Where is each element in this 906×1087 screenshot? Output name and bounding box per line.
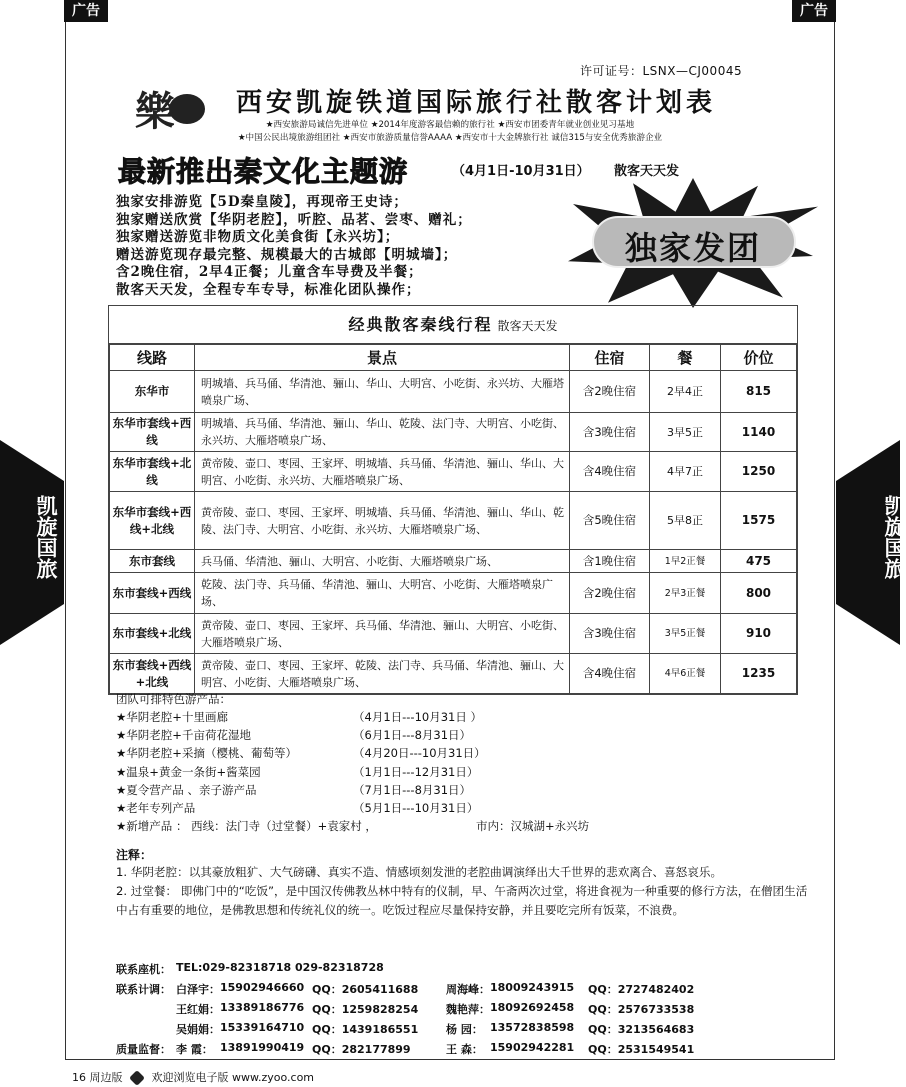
feature-list [116,194,596,300]
feature-item: 散客天天发，全程专车专导，标准化团队操作； [116,281,421,298]
list-item [116,764,716,782]
route-meal: 4早7正 [650,452,721,492]
route-line: 东华市套线+西线+北线 [110,492,195,550]
logo-glyph: 樂 [135,88,175,135]
contact-name: 吴娟娟： [176,1023,220,1036]
route-meal: 3早5正 [650,413,721,452]
feature-item: 独家赠送欣赏【华阴老腔】，听腔、品茗、尝枣、赠礼； [116,211,472,228]
contact-phone: 18009243915 [490,981,575,994]
contact-phone: 13389186776 [220,1001,305,1014]
product-period: （7月1日---8月31日） [353,782,472,797]
contact-qq: QQ：1259828254 [312,1003,419,1016]
list-item [116,800,716,818]
route-price: 800 [721,573,797,614]
table-header-row [110,345,797,371]
route-line: 东华市套线+北线 [110,452,195,492]
routes-table [109,344,797,694]
footer-link-text: 欢迎浏览电子版 www.zyoo.com [151,1071,315,1084]
table-row [110,614,797,654]
product-name: ★华阴老腔+千亩荷花湿地 [116,728,251,743]
product-period: （4月20日---10月31日） [353,746,486,761]
column-header: 景点 [195,345,570,371]
contact-qq: QQ：2531549541 [588,1043,695,1056]
product-name: ★华阴老腔+采摘（樱桃、葡萄等） [116,746,297,761]
route-meal: 4早6正餐 [650,654,721,694]
landline-numbers: TEL:029-82318718 029-82318728 [176,961,384,974]
product-name: ★老年专列产品 [116,800,196,815]
route-price: 1575 [721,492,797,550]
ad-label-right: 广告 [792,0,836,22]
product-name: ★夏令营产品 、亲子游产品 [116,782,257,797]
product-name: ★新增产品 ： 西线：法门寺（过堂餐）+袁家村 ， [116,819,377,834]
route-stay: 含4晚住宿 [570,452,650,492]
route-spots: 兵马俑、华清池、骊山、大明宫、小吃街、大雁塔喷泉广场、 [195,550,570,573]
exclusive-badge [568,178,818,308]
itinerary-title: 经典散客秦线行程 [348,315,493,334]
side-tab-right-text: 凯旋国旅 [882,495,906,579]
page-title: 西安凯旋铁道国际旅行社散客计划表 [236,88,717,118]
table-row [110,550,797,573]
feature-item: 独家赠送游览非物质文化美食街【永兴坊】； [116,229,400,246]
feature-item: 含2晚住宿，2早4正餐；儿童含车导费及半餐； [116,264,423,281]
footer-page-number: 16 周边版 [72,1071,123,1084]
route-price: 910 [721,614,797,654]
route-price: 815 [721,371,797,413]
route-price: 1140 [721,413,797,452]
column-header: 价位 [721,345,797,371]
feature-item: 独家安排游览【5D秦皇陵】，再现帝王史诗； [116,194,408,210]
route-meal: 2早4正 [650,371,721,413]
list-item [116,782,716,800]
product-name: ★华阴老腔+十里画廊 [116,710,228,724]
group-products-title: 团队可排特色游产品： [116,692,231,706]
theme-title: 最新推出秦文化主题游 [118,155,409,188]
contact-name: 李 霞： [176,1043,213,1056]
table-row [110,492,797,550]
note-item: 1. 华阴老腔：以其豪放粗犷、大气磅礴、真实不造、情感顷刻发泄的老腔曲调演绎出大千世界的悲欢离合、喜怒哀乐。 [116,865,723,879]
contact-name: 白泽宇： [176,983,220,996]
contact-row [116,959,756,979]
contact-phone: 15339164710 [220,1021,305,1034]
notes [116,863,816,920]
ad-label-left: 广告 [64,0,108,22]
contact-phone: 18092692458 [490,1001,575,1014]
product-period: （1月1日---12月31日） [353,764,479,779]
route-spots: 黄帝陵、壶口、枣园、王家坪、兵马俑、华清池、骊山、大明宫、小吃街、大雁塔喷泉广场、 [195,614,570,654]
side-tab-right [836,440,906,645]
contact-qq: QQ：2727482402 [588,983,695,996]
contact-qq: QQ：282177899 [312,1043,411,1056]
itinerary-table [108,305,798,695]
newspaper-logo-icon [129,1070,145,1086]
product-period: （6月1日---8月31日） [353,728,472,743]
route-line: 东市套线+北线 [110,614,195,654]
theme-date: （4月1日-10月31日） [452,164,590,179]
contact-row [116,979,756,999]
column-header: 餐 [650,345,721,371]
route-price: 1235 [721,654,797,694]
exclusive-badge-text: 独家发团 [624,229,761,267]
product-period: （5月1日---10月31日） [353,800,479,815]
contact-name: 魏艳萍： [446,1003,490,1016]
route-meal: 5早8正 [650,492,721,550]
route-line: 东华市 [110,371,195,413]
itinerary-title-row [109,306,797,344]
product-name: ★温泉+黄金一条街+酱菜园 [116,764,261,779]
route-spots: 黄帝陵、壶口、枣园、王家坪、乾陵、法门寺、兵马俑、华清池、骊山、大明宫、小吃街、大雁塔喷泉广场、 [195,654,570,694]
route-spots: 黄帝陵、壶口、枣园、王家坪、明城墙、兵马俑、华清池、骊山、华山、大明宫、小吃街、永兴坊、大雁塔喷泉广场、 [195,452,570,492]
route-line: 东市套线+西线 [110,573,195,614]
route-stay: 含2晚住宿 [570,371,650,413]
list-item [116,818,716,836]
planner-label: 联系计调： [116,983,171,996]
route-stay: 含3晚住宿 [570,413,650,452]
feature-item: 赠送游览现存最完整、规模最大的古城郎【明城墙】； [116,246,458,263]
contact-qq: QQ：1439186551 [312,1023,419,1036]
contact-qq: QQ：3213564683 [588,1023,695,1036]
supervisor-label: 质量监督： [116,1043,171,1056]
route-stay: 含5晚住宿 [570,492,650,550]
theme-daily: 散客天天发 [614,164,680,179]
page-footer [72,1069,314,1085]
contact-name: 杨 园： [446,1023,483,1036]
contact-name: 周海峰： [446,983,490,996]
product-period: 市内：汉城湖+永兴坊 [476,819,590,834]
route-line: 东华市套线+西线 [110,413,195,452]
contact-name: 王 森： [446,1043,483,1056]
route-meal: 2早3正餐 [650,573,721,614]
honors-row-1: ★西安旅游局诚信先进单位 ★2014年度游客最信赖的旅行社 ★西安市团委青年就业创业见习基地 [265,120,635,130]
route-spots: 黄帝陵、壶口、枣园、王家坪、明城墙、兵马俑、华清池、骊山、华山、乾陵、法门寺、大明宫、小吃街、永兴坊、大雁塔喷泉广场、 [195,492,570,550]
route-stay: 含1晚住宿 [570,550,650,573]
table-row [110,573,797,614]
column-header: 住宿 [570,345,650,371]
list-item [116,745,716,763]
contact-name: 王红娟： [176,1003,220,1016]
route-price: 475 [721,550,797,573]
route-meal: 3早5正餐 [650,614,721,654]
contact-row [116,1039,756,1059]
route-stay: 含4晚住宿 [570,654,650,694]
list-item [116,727,716,745]
note-item: 2. 过堂餐： 即佛门中的“吃饭”，是中国汉传佛教丛林中特有的仪制，早、午斋两次过堂，将进食视为一种重要的修行方法，在僧团生活中占有重要的地位，是佛教思想和传统礼仪的统一。吃饭过程应尽量保持安静，并且要吃完所有饭菜，不浪费。 [116,884,808,917]
route-spots: 明城墙、兵马俑、华清池、骊山、华山、大明宫、小吃街、永兴坊、大雁塔喷泉广场、 [195,371,570,413]
itinerary-subtitle: 散客天天发 [497,319,558,333]
route-meal: 1早2正餐 [650,550,721,573]
route-spots: 明城墙、兵马俑、华清池、骊山、华山、乾陵、法门寺、大明宫、小吃街、永兴坊、大雁塔喷泉广场、 [195,413,570,452]
landline-label: 联系座机： [116,963,171,976]
route-price: 1250 [721,452,797,492]
route-stay: 含3晚住宿 [570,614,650,654]
product-period: （4月1日---10月31日 ） [353,710,483,724]
contact-phone: 13572838598 [490,1021,575,1034]
column-header: 线路 [110,345,195,371]
group-product-list [116,709,716,836]
list-item [116,709,716,727]
route-line: 东市套线 [110,550,195,573]
contact-phone: 13891990419 [220,1041,305,1054]
permit-number: 许可证号：LSNX—CJ00045 [580,64,743,78]
route-line: 东市套线+西线+北线 [110,654,195,694]
table-row [110,452,797,492]
notes-title: 注释： [116,848,153,862]
route-spots: 乾陵、法门寺、兵马俑、华清池、骊山、大明宫、小吃街、大雁塔喷泉广场、 [195,573,570,614]
contact-row [116,999,756,1019]
side-tab-left-text: 凯旋国旅 [34,495,58,579]
table-row [110,371,797,413]
contact-block [116,959,756,1059]
side-tab-left [0,440,64,645]
table-row [110,413,797,452]
honors-row-2: ★中国公民出境旅游组团社 ★西安市旅游质量信誉AAAA ★西安市十大金牌旅行社 诚信315与安全优秀旅游企业 [237,133,663,143]
contact-qq: QQ：2605411688 [312,983,419,996]
route-stay: 含2晚住宿 [570,573,650,614]
contact-phone: 15902942281 [490,1041,575,1054]
contact-phone: 15902946660 [220,981,305,994]
table-row [110,654,797,694]
contact-row [116,1019,756,1039]
contact-qq: QQ：2576733538 [588,1003,695,1016]
